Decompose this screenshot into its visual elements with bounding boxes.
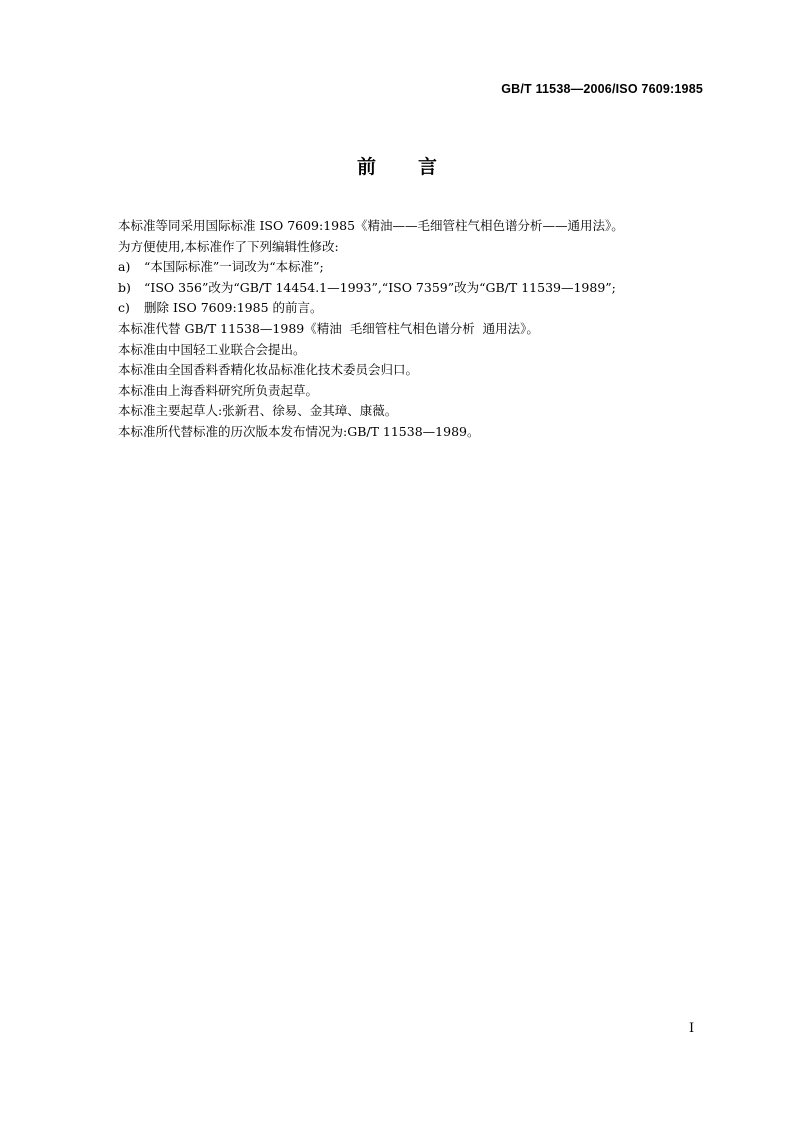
paragraph-drafted-by xyxy=(118,381,718,402)
paragraph-replaces xyxy=(118,319,718,340)
list-item-text: 删除 ISO 7609:1985 的前言。 xyxy=(144,300,323,316)
list-marker: c) xyxy=(118,300,130,316)
paragraph-text: 本标准由中国轻工业联合会提出。 xyxy=(118,341,306,357)
standard-number-header: GB/T 11538—2006/ISO 7609:1985 xyxy=(501,82,703,96)
paragraph-text: 本标准所代替标准的历次版本发布情况为:GB/T 11538—1989。 xyxy=(118,423,480,439)
paragraph-text: 本标准等同采用国际标准 ISO 7609:1985《精油——毛细管柱气相色谱分析——通用法》。 xyxy=(118,218,624,233)
list-item-a xyxy=(118,257,718,278)
list-item-b xyxy=(118,278,718,299)
paragraph-drafters xyxy=(118,401,718,422)
page-number: I xyxy=(689,1021,695,1036)
paragraph-text: 本标准由上海香料研究所负责起草。 xyxy=(118,382,319,398)
list-item-text: “ISO 356”改为“GB/T 14454.1—1993”,“ISO 7359”改为“GB/T 11539—1989”; xyxy=(144,279,616,295)
paragraph-text: 本标准主要起草人:张新君、徐易、金其璋、康薇。 xyxy=(118,403,398,419)
paragraph-proposed-by xyxy=(118,340,718,361)
paragraph-adoption xyxy=(118,216,718,237)
paragraph-history xyxy=(118,422,718,443)
foreword-body xyxy=(118,216,718,443)
list-marker: a) xyxy=(118,259,131,275)
paragraph-text: 为方便使用,本标准作了下列编辑性修改: xyxy=(118,238,339,254)
page-title: 前言 xyxy=(356,156,479,178)
paragraph-centralized-by xyxy=(118,360,718,381)
paragraph-text: 本标准由全国香料香精化妆品标准化技术委员会归口。 xyxy=(118,362,419,378)
list-item-text: “本国际标准”一词改为“本标准”; xyxy=(144,259,324,275)
paragraph-text: 本标准代替 GB/T 11538—1989《精油 毛细管柱气相色谱分析 通用法》。 xyxy=(118,320,539,336)
list-marker: b) xyxy=(118,279,131,295)
paragraph-edit-intro xyxy=(118,237,718,258)
list-item-c xyxy=(118,298,718,319)
